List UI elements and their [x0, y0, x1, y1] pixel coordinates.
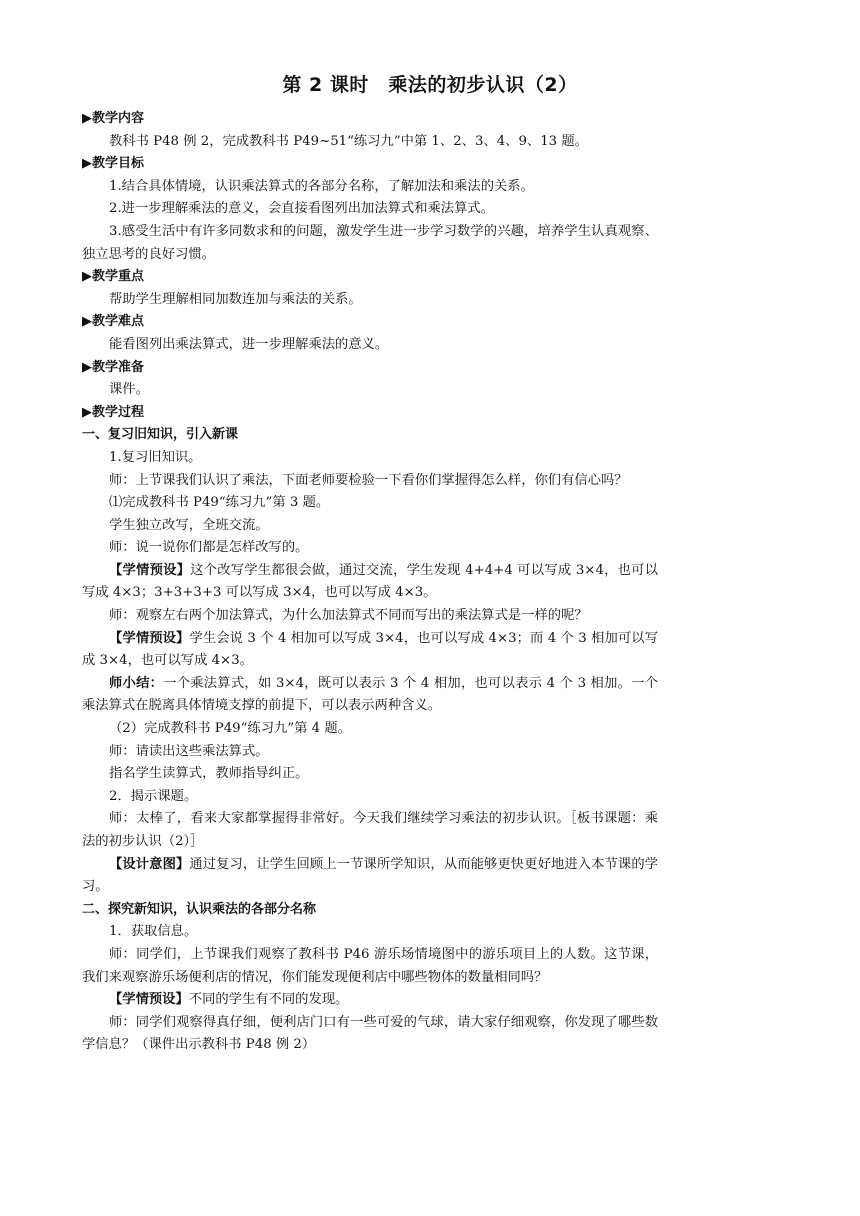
paragraph [82, 854, 658, 899]
paragraph: 2．揭示课题。 [109, 788, 198, 804]
paragraph-text: 这个改写学生都很会做，通过交流，学生发现 4+4+4 可以写成 3×4，也可以写成 4×3；3+3+3+3 可以写成 3×4，也可以写成 4×3。 [82, 562, 659, 601]
heading-teaching-content: ▶教学内容 [82, 111, 144, 126]
goal-item: 1.结合具体情境，认识乘法算式的各部分名称，了解加法和乘法的关系。 [109, 178, 534, 194]
paragraph: 师：说一说你们都是怎样改写的。 [109, 540, 309, 556]
paragraph: 师：观察左右两个加法算式，为什么加法算式不同而写出的乘法算式是一样的呢？ [109, 608, 588, 624]
paragraph: 指名学生读算式，教师指导纠正。 [109, 766, 309, 782]
section-heading-1: 一、复习旧知识，引入新课 [82, 427, 239, 443]
paragraph [82, 673, 658, 718]
paragraph: （2）完成教科书 P49“练习九”第 4 题。 [109, 721, 351, 737]
paragraph-text: 不同的学生有不同的发现。 [188, 992, 349, 1008]
paragraph: 帮助学生理解相同加数连加与乘法的关系。 [109, 291, 362, 307]
paragraph: 师：太棒了，看来大家都掌握得非常好。今天我们继续学习乘法的初步认识。［板书课题：乘法的初步认识（2）］ [82, 811, 658, 849]
paragraph-text: 通过复习，让学生回顾上一节课所学知识，从而能够更快更好地进入本节课的学习。 [82, 856, 659, 895]
heading-difficulty: ▶教学难点 [82, 314, 144, 330]
section-heading-2: 二、探究新知识，认识乘法的各部分名称 [82, 901, 317, 917]
label: 师小结： [109, 675, 164, 691]
paragraph: 能看图列出乘法算式，进一步理解乘法的意义。 [109, 336, 389, 352]
paragraph [82, 560, 658, 605]
heading-key-point: ▶教学重点 [82, 269, 144, 285]
label: 【学情预设】 [109, 630, 190, 646]
heading-process: ▶教学过程 [82, 404, 144, 420]
paragraph: 1.复习旧知识。 [109, 449, 202, 465]
paragraph: 师：上节课我们认识了乘法，下面老师要检验一下看你们掌握得怎么样，你们有信心吗？ [109, 472, 628, 488]
label: 【学情预设】 [109, 562, 191, 578]
goal-item: 3.感受生活中有许多同数求和的问题，激发学生进一步学习数学的兴趣，培养学生认真观察、独立思考的良好习惯。 [82, 223, 658, 262]
page-title: 第 2 课时 乘法的初步认识（2） [282, 74, 578, 96]
label: 【学情预设】 [109, 992, 189, 1008]
heading-teaching-goals: ▶教学目标 [82, 156, 144, 172]
paragraph: 师：请读出这些乘法算式。 [109, 743, 269, 759]
label: 【设计意图】 [109, 856, 190, 872]
paragraph-text: 学生会说 3 个 4 相加可以写成 3×4，也可以写成 4×3；而 4 个 3 相加可以写成 3×4，也可以写成 4×3。 [82, 630, 658, 669]
heading-preparation: ▶教学准备 [82, 359, 144, 375]
paragraph: 1．获取信息。 [109, 924, 198, 940]
paragraph: 课件。 [109, 382, 149, 398]
paragraph: 师：同学们观察得真仔细，便利店门口有一些可爱的气球，请大家仔细观察，你发现了哪些数学信息？（课件出示教科书 P48 例 2） [82, 1014, 658, 1053]
paragraph [82, 628, 658, 673]
paragraph [82, 989, 658, 1012]
paragraph: 师：同学们，上节课我们观察了教科书 P46 游乐场情境图中的游乐项目上的人数。这节课，我们来观察游乐场便利店的情况，你们能发现便利店中哪些物体的数量相同吗？ [82, 946, 658, 985]
paragraph: 学生独立改写，全班交流。 [109, 517, 269, 533]
goal-item: 2.进一步理解乘法的意义，会直接看图列出加法算式和乘法算式。 [109, 201, 494, 217]
paragraph-text: 一个乘法算式，如 3×4，既可以表示 3 个 4 相加，也可以表示 4 个 3 相加。一个乘法算式在脱离具体情境支撑的前提下，可以表示两种含义。 [82, 675, 658, 714]
paragraph: ⑴完成教科书 P49“练习九”第 3 题。 [109, 495, 330, 511]
paragraph: 教科书 P48 例 2，完成教科书 P49~51“练习九”中第 1、2、3、4、9、13 题。 [109, 133, 588, 149]
document-body [82, 108, 658, 1057]
